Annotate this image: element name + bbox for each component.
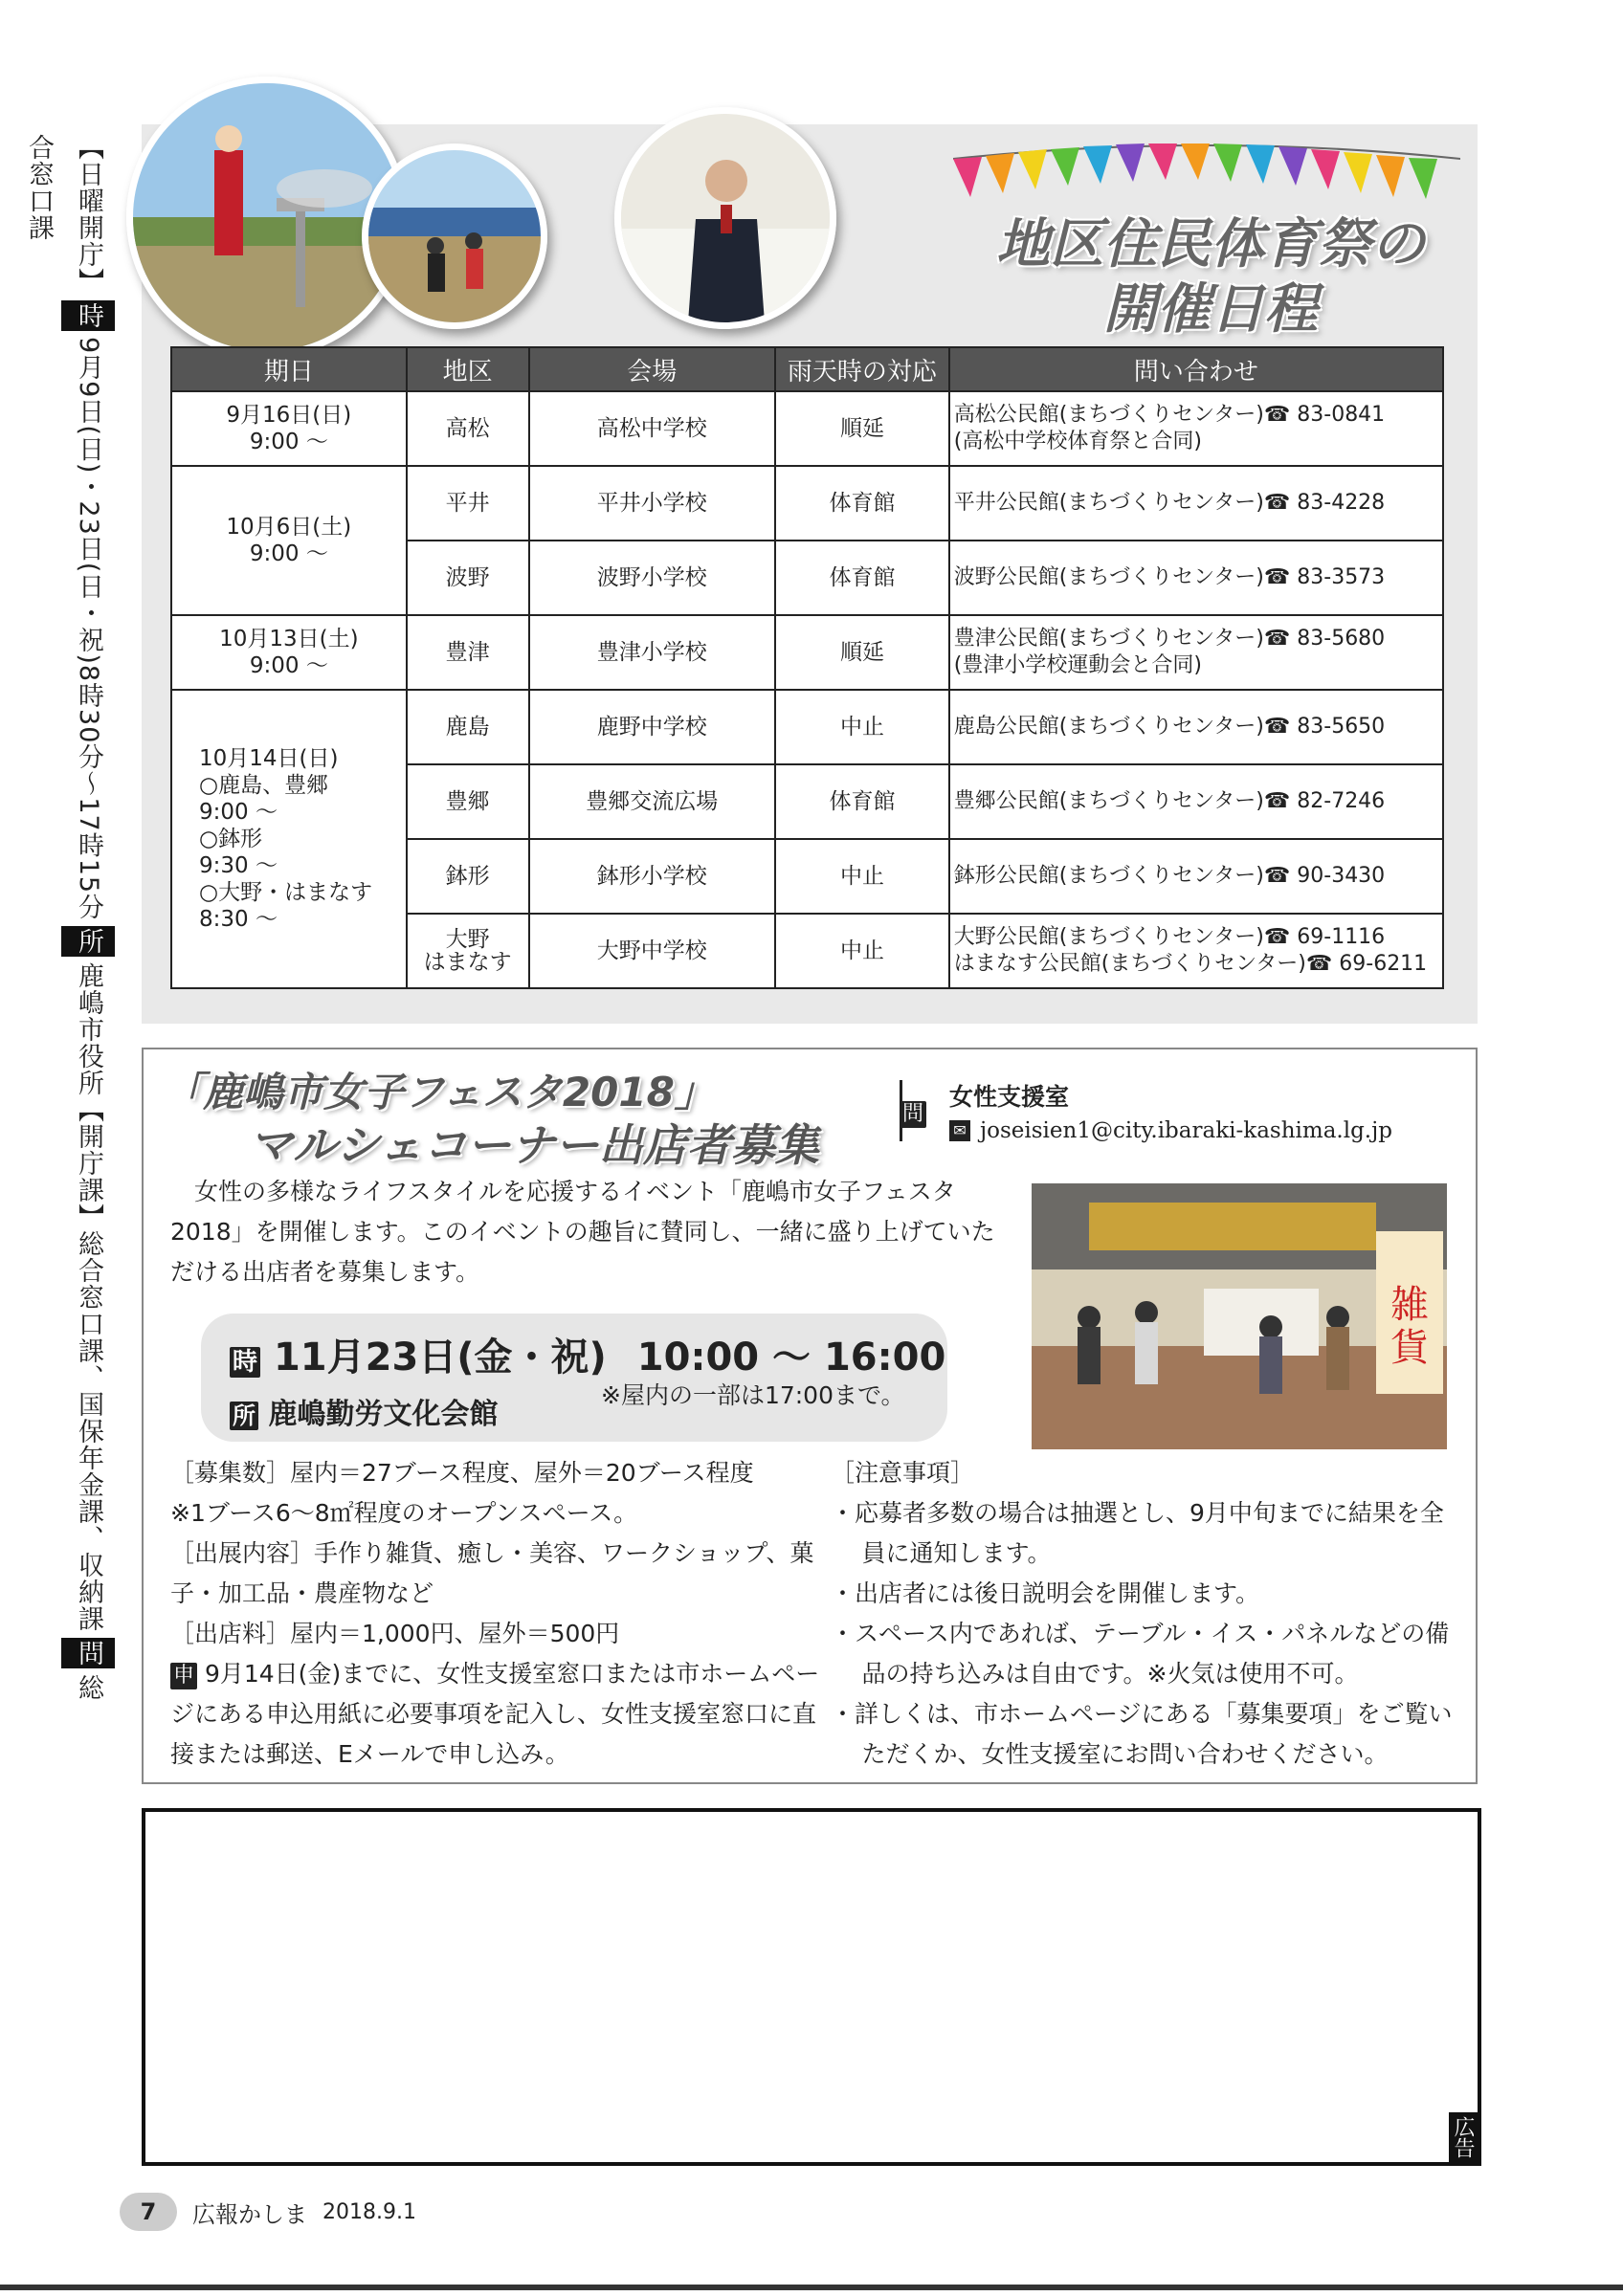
rain-policy-cell: 順延 — [775, 615, 949, 690]
date-line: ○大野・はまなす — [199, 880, 373, 905]
date-line: ○鉢形 — [199, 827, 263, 851]
district-cell: 大野 はまなす — [407, 914, 529, 988]
fiesta-title-line1: 「鹿嶋市女子フェスタ2018」 — [163, 1069, 715, 1115]
rain-policy-cell: 体育館 — [775, 466, 949, 541]
recruitment-details — [170, 1453, 821, 1775]
festival-title — [976, 212, 1445, 342]
date-cell — [171, 615, 407, 690]
rain-policy-cell: 中止 — [775, 690, 949, 764]
departments-label: 【開庁課】 — [74, 1096, 103, 1231]
photo-relay-race — [362, 144, 547, 329]
svg-text:貨: 貨 — [1390, 1326, 1429, 1370]
district-cell: 波野 — [407, 541, 529, 615]
contact-cell — [949, 764, 1443, 839]
table-row — [171, 690, 1443, 764]
contact-cell — [949, 690, 1443, 764]
contact-line: 鹿島公民館(まちづくりセンター)☎ 83-5650 — [953, 715, 1386, 739]
contact-cell — [949, 466, 1443, 541]
contact-line: 波野公民館(まちづくりセンター)☎ 83-3573 — [953, 565, 1386, 589]
contact-cell — [949, 391, 1443, 466]
festival-title-line1: 地区住民体育祭の — [996, 213, 1425, 276]
district-cell: 鹿島 — [407, 690, 529, 764]
venue-cell: 平井小学校 — [529, 466, 776, 541]
district-cell: 鉢形 — [407, 839, 529, 914]
contact-line: 鉢形公民館(まちづくりセンター)☎ 90-3430 — [953, 864, 1386, 888]
contact-line: (高松中学校体育祭と合同) — [953, 430, 1202, 453]
date-line: 8:30 ～ — [199, 907, 278, 932]
table-header-row — [171, 347, 1443, 391]
table-header-cell: 会場 — [529, 347, 776, 391]
rain-policy-cell: 体育館 — [775, 541, 949, 615]
table-row — [171, 391, 1443, 466]
page-number: 7 — [120, 2193, 177, 2231]
contact-line: (豊津小学校運動会と合同) — [953, 653, 1202, 677]
bunting-decoration — [953, 138, 1460, 214]
sunday-office-place: 鹿嶋市役所 — [74, 962, 103, 1097]
mail-icon: ✉ — [949, 1120, 970, 1141]
event-time: 10:00 ～ 16:00 — [636, 1336, 946, 1380]
photo-speaker — [614, 107, 836, 329]
contact-line: はまなす公民館(まちづくりセンター)☎ 69-6211 — [953, 952, 1428, 976]
date-line: 9:00 ～ — [249, 430, 328, 454]
table-row — [171, 615, 1443, 690]
contact-badge: 問 — [900, 1101, 926, 1128]
date-line: 10月14日(日) — [199, 746, 339, 771]
event-datetime-box — [201, 1314, 947, 1442]
publication-name: 広報かしま — [192, 2200, 307, 2228]
sunday-office-contact: 総合窓口課 — [24, 134, 103, 1702]
contact-line: 平井公民館(まちづくりセンター)☎ 83-4228 — [953, 491, 1386, 515]
time-badge: 時 — [61, 300, 115, 331]
contact-email[interactable]: joseisien1@city.ibaraki-kashima.lg.jp — [980, 1118, 1392, 1143]
table-row — [171, 466, 1443, 541]
bottom-rule — [0, 2285, 1623, 2290]
contact-department: 女性支援室 — [949, 1083, 1070, 1111]
rain-policy-cell: 中止 — [775, 839, 949, 914]
footer — [120, 2191, 416, 2233]
venue-cell: 豊郷交流広場 — [529, 764, 776, 839]
place-badge: 所 — [230, 1402, 258, 1430]
date-line: 9:00 ～ — [249, 653, 328, 678]
date-line: 10月6日(土) — [226, 515, 352, 540]
advertisement-box — [142, 1808, 1481, 2166]
district-cell: 豊津 — [407, 615, 529, 690]
fiesta-intro: 女性の多様なライフスタイルを応援するイベント「鹿嶋市女子フェスタ2018」を開催します。このイベントの趣旨に賛同し、一緒に盛り上げていただける出店者を募集します。 — [170, 1178, 995, 1286]
place-badge: 所 — [61, 926, 115, 957]
contact-cell — [949, 839, 1443, 914]
rain-policy-cell: 体育館 — [775, 764, 949, 839]
event-place: 鹿嶋勤労文化会館 — [268, 1398, 499, 1431]
contact-line: 豊郷公民館(まちづくりセンター)☎ 82-7246 — [953, 789, 1386, 813]
table-header-cell: 雨天時の対応 — [775, 347, 949, 391]
table-header-cell: 地区 — [407, 347, 529, 391]
sunday-office-info — [24, 134, 115, 1722]
date-cell — [171, 690, 407, 988]
ad-label: 広告 — [1449, 2112, 1478, 2162]
contact-cell — [949, 541, 1443, 615]
sunday-office-dates: 9月9日(日)・23日(日・祝)8時30分～17時15分 — [74, 337, 103, 921]
event-date: 11月23日(金・祝) — [273, 1336, 607, 1380]
rain-policy-cell: 順延 — [775, 391, 949, 466]
exhibit-contents: ［出展内容］手作り雑貨、癒し・美容、ワークショップ、菓子・加工品・農産物など — [170, 1539, 814, 1607]
date-line: 9:00 ～ — [199, 800, 278, 825]
festival-schedule-table — [170, 346, 1444, 989]
note-item: ・詳しくは、市ホームページにある「募集要項」をご覧いただくか、女性支援室にお問い合わせください。 — [831, 1700, 1453, 1768]
note-item: ・出店者には後日説明会を開催します。 — [831, 1579, 1260, 1607]
notes-section — [831, 1453, 1462, 1775]
apply-instructions: 9月14日(金)までに、女性支援室窓口または市ホームページにある申込用紙に必要事項を記入し、女性支援室窓口に直接または郵送、Eメールで申し込み。 — [170, 1660, 820, 1768]
venue-cell: 高松中学校 — [529, 391, 776, 466]
date-cell — [171, 466, 407, 615]
district-cell: 平井 — [407, 466, 529, 541]
apply-badge: 申 — [170, 1663, 197, 1689]
date-line: 10月13日(土) — [219, 627, 359, 651]
sunday-office-label: 【日曜開庁】 — [74, 134, 103, 295]
photo-marche — [1032, 1183, 1447, 1449]
festival-title-line2: 開催日程 — [1103, 278, 1318, 341]
contact-line: 大野公民館(まちづくりセンター)☎ 69-1116 — [953, 925, 1386, 949]
booth-fee: ［出店料］屋内＝1,000円、屋外＝500円 — [170, 1620, 620, 1647]
date-cell — [171, 391, 407, 466]
venue-cell: 波野小学校 — [529, 541, 776, 615]
table-header-cell: 期日 — [171, 347, 407, 391]
departments-list: 総合窓口課、国保年金課、収納課 — [74, 1230, 103, 1633]
district-cell: 豊郷 — [407, 764, 529, 839]
venue-cell: 鉢形小学校 — [529, 839, 776, 914]
date-line: 9月16日(日) — [226, 403, 352, 428]
contact-cell — [949, 615, 1443, 690]
date-line: 9:30 ～ — [199, 853, 278, 878]
womens-fiesta-section — [142, 1048, 1478, 1784]
svg-text:雑: 雑 — [1390, 1283, 1429, 1327]
contact-cell — [949, 914, 1443, 988]
venue-cell: 鹿野中学校 — [529, 690, 776, 764]
event-note: ※屋内の一部は17:00まで。 — [601, 1381, 905, 1409]
note-item: ・スペース内であれば、テーブル・イス・パネルなどの備品の持ち込みは自由です。※火気は使用不可。 — [831, 1620, 1450, 1688]
booth-count: ［募集数］屋内＝27ブース程度、屋外＝20ブース程度 — [170, 1459, 754, 1487]
venue-cell: 大野中学校 — [529, 914, 776, 988]
table-header-cell: 問い合わせ — [949, 347, 1443, 391]
district-cell: 高松 — [407, 391, 529, 466]
note-item: ・応募者多数の場合は抽選とし、9月中旬までに結果を全員に通知します。 — [831, 1499, 1444, 1567]
booth-size-note: ※1ブース6～8㎡程度のオープンスペース。 — [170, 1499, 638, 1527]
fiesta-title-line2: マルシェコーナー出店者募集 — [249, 1119, 819, 1171]
time-badge: 時 — [230, 1347, 260, 1378]
contact-line: 豊津公民館(まちづくりセンター)☎ 83-5680 — [953, 627, 1386, 651]
rain-policy-cell: 中止 — [775, 914, 949, 988]
date-line: 9:00 ～ — [249, 541, 328, 566]
contact-badge: 問 — [61, 1638, 115, 1668]
contact-line: 高松公民館(まちづくりセンター)☎ 83-0841 — [953, 403, 1386, 427]
venue-cell: 豊津小学校 — [529, 615, 776, 690]
notes-heading: ［注意事項］ — [831, 1459, 975, 1487]
issue-date: 2018.9.1 — [322, 2199, 416, 2224]
date-line: ○鹿島、豊郷 — [199, 773, 329, 798]
